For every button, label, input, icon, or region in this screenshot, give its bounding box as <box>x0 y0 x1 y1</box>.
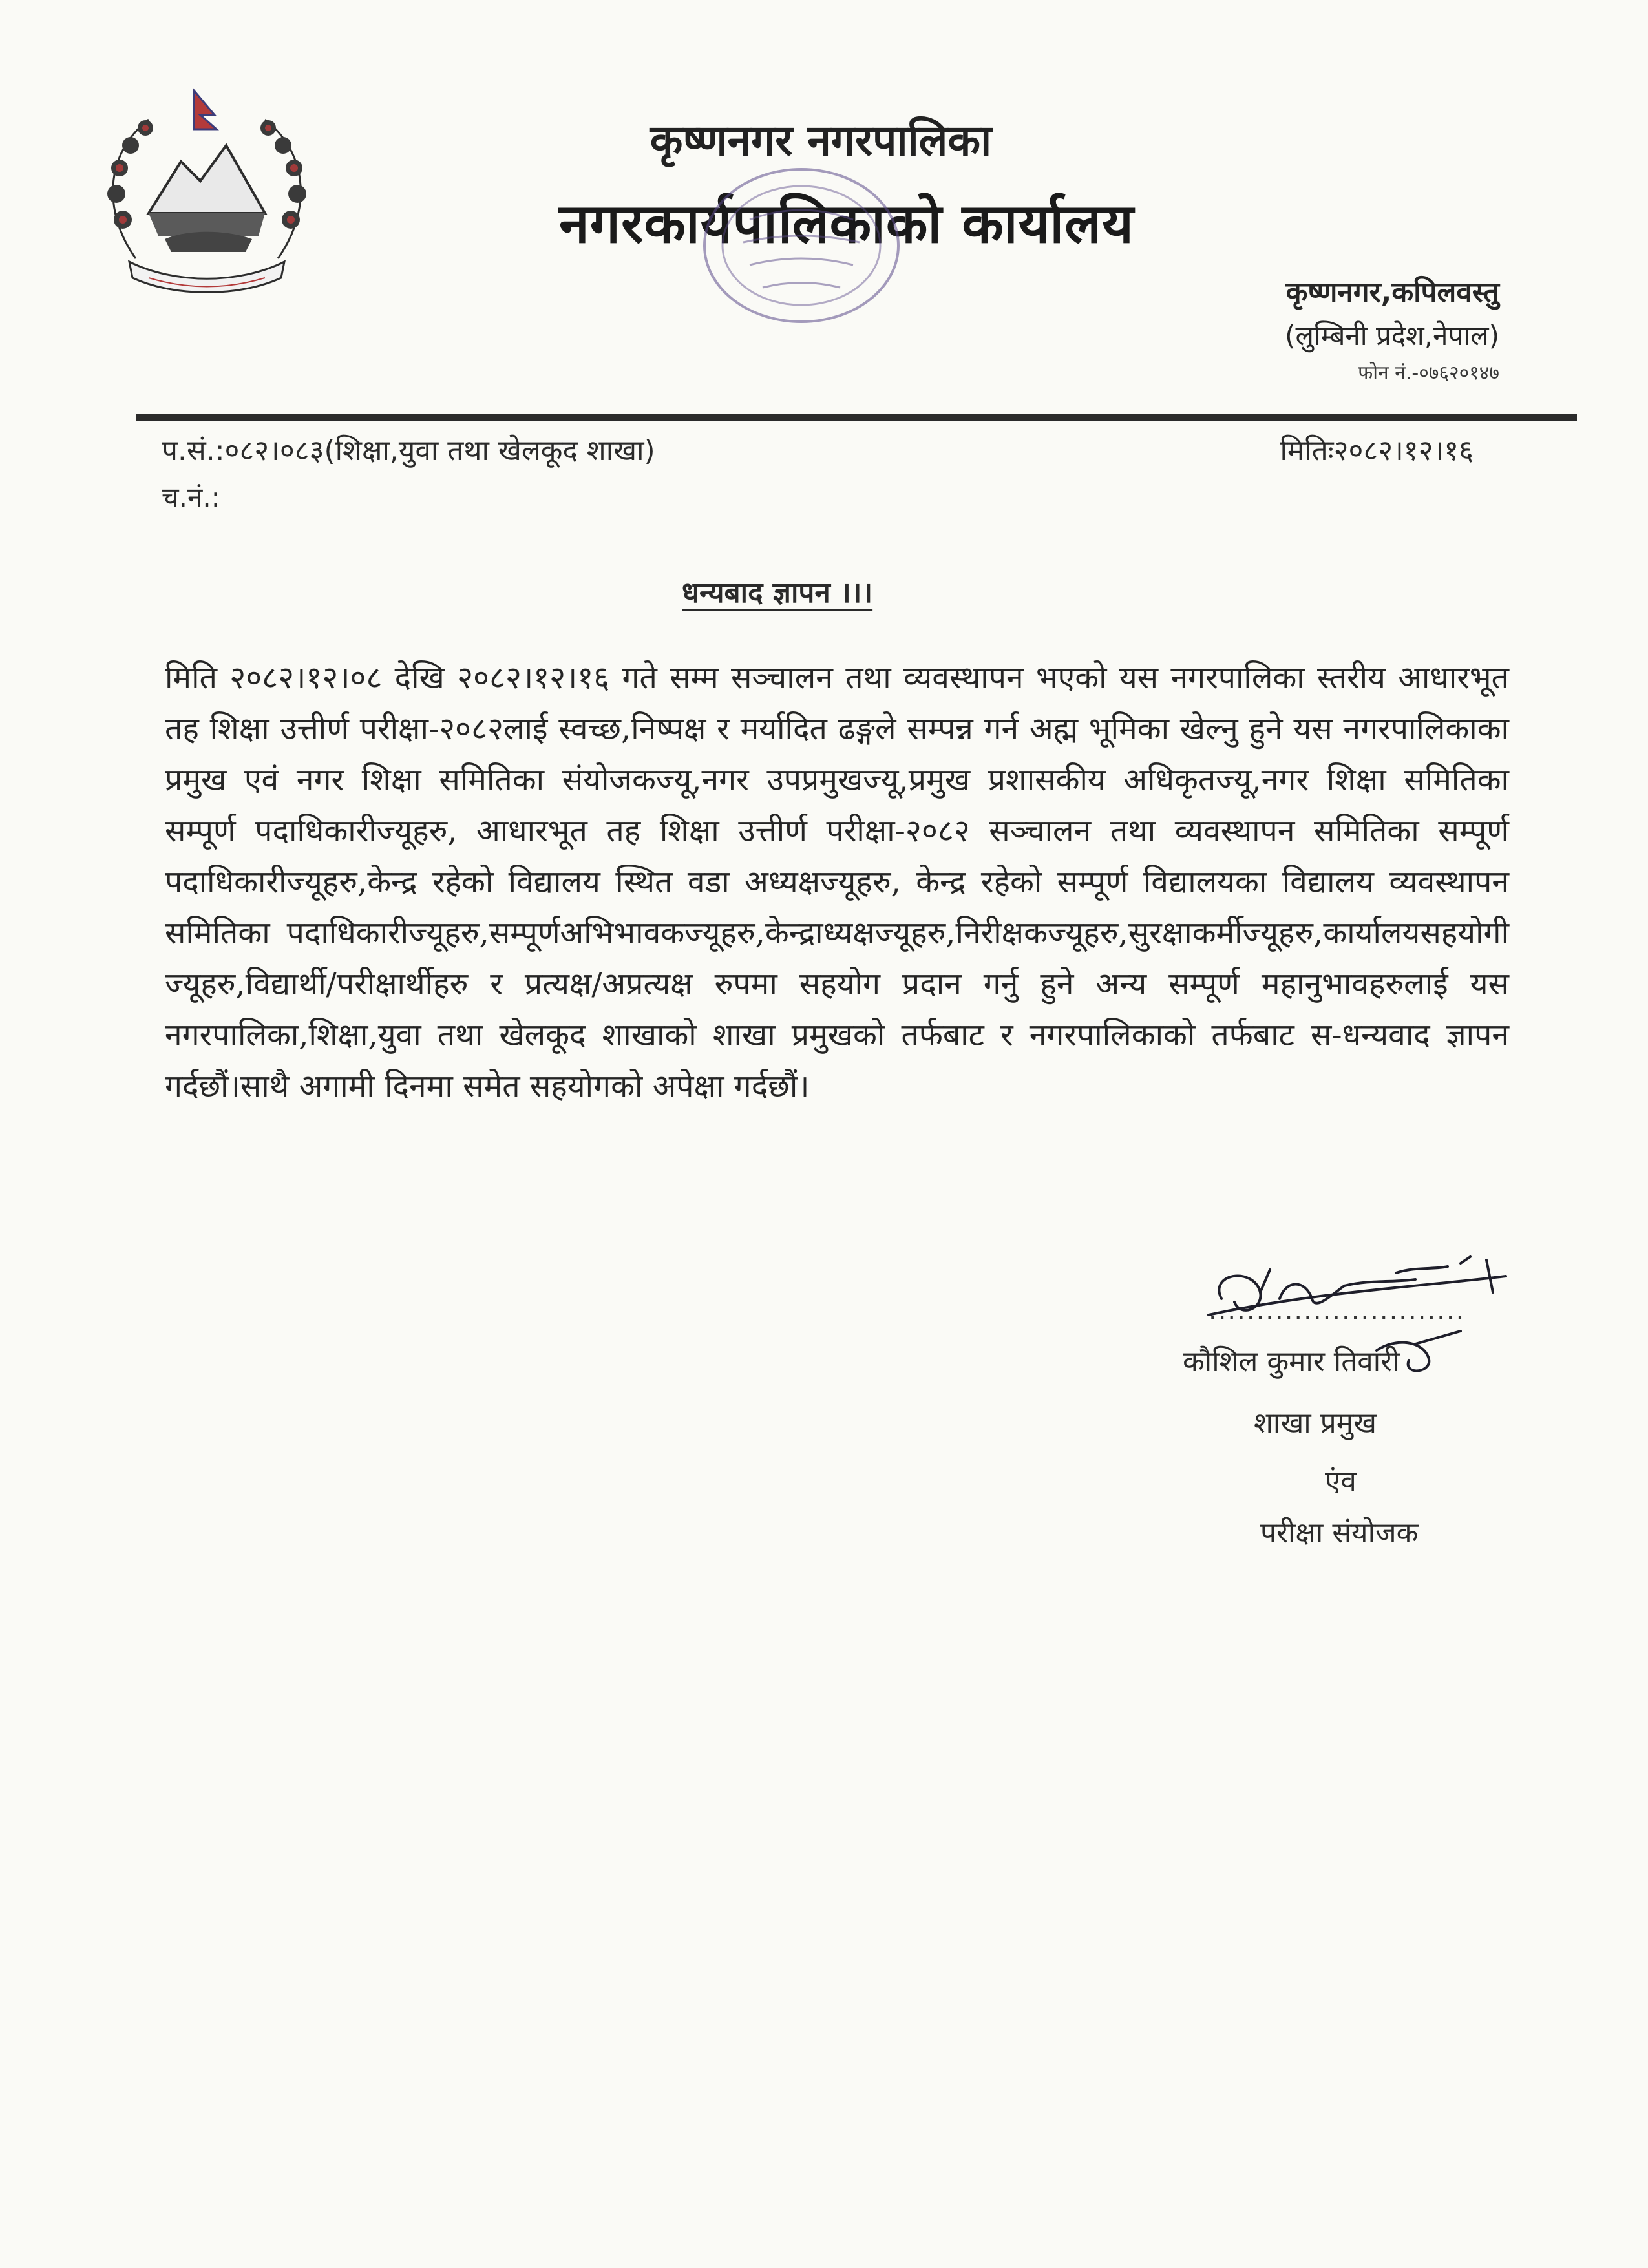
office-stamp-icon <box>692 162 911 330</box>
letter-subject: धन्यबाद ज्ञापन ।।। <box>682 576 873 609</box>
dispatch-number: च.नं.: <box>162 481 220 513</box>
signatory-role: शाखा प्रमुख <box>1254 1407 1377 1440</box>
letter-body: मिति २०८२।१२।०८ देखि २०८२।१२।१६ गते सम्म सञ्चालन तथा व्यवस्थापन भएको यस नगरपालिका स्तरीय आधारभूत तह शिक्षा उत्तीर्ण परीक्षा-२०८२लाई स्वच्छ,निष्पक्ष र मर्यादित ढङ्गले सम्पन्न गर्न अह्म भूमिका खेल्नु हुने यस नगरपालिकाका प्रमुख एवं नगर शिक्षा समितिका संयोजकज्यू,नगर उपप्रमुखज्यू,प्रमुख प्रशासकीय अधिकृतज्यू,नगर शिक्षा समितिका सम्पूर्ण पदाधिकारीज्यूहरु, आधारभूत तह शिक्षा उत्तीर्ण परीक्षा-२०८२ सञ्चालन तथा व्यवस्थापन समितिका सम्पूर्ण पदाधिकारीज्यूहरु,केन्द्र रहेको विद्यालय स्थित वडा अध्यक्षज्यूहरु, केन्द्र रहेको सम्पूर्ण विद्यालयका विद्यालय व्यवस्थापन समितिका पदाधिकारीज्यूहरु,सम्पूर्णअभिभावकज्यूहरु,केन्द्राध्यक्षज्यूहरु,निरीक्षकज्यूहरु,सुरक्षाकर्मीज्यूहरु,कार्यालयसहयोगी ज्यूहरु,विद्यार्थी/परीक्षार्थीहरु र प्रत्यक्ष/अप्रत्यक्ष रुपमा सहयोग प्रदान गर्नु हुने अन्य सम्पूर्ण महानुभावहरुलाई यस नगरपालिका,शिक्षा,युवा तथा खेलकूद शाखाको शाखा प्रमुखको तर्फबाट र नगरपालिकाको तर्फबाट स-धन्यवाद ज्ञापन गर्दछौं।साथै अगामी दिनमा समेत सहयोगको अपेक्षा गर्दछौं। <box>165 660 1509 1104</box>
letter-date: मितिः२०८२।१२।१६ <box>1280 434 1474 467</box>
header-divider <box>136 414 1577 421</box>
signature-line: ........................... <box>1209 1296 1466 1325</box>
address-city: कृष्णनगर,कपिलवस्तु <box>1285 276 1499 309</box>
signature-icon <box>1183 1254 1545 1402</box>
municipality-name: कृष्णनगर नगरपालिका <box>650 116 992 165</box>
office-title: नगरकार्यपालिकाको कार्यालय <box>559 192 1134 255</box>
address-province: (लुम्बिनी प्रदेश,नेपाल) <box>1285 320 1499 352</box>
phone-number: फोन नं.-०७६२०१४७ <box>1358 362 1499 384</box>
signatory-role-2: परीक्षा संयोजक <box>1260 1517 1419 1549</box>
reference-number: प.सं.:०८२।०८३(शिक्षा,युवा तथा खेलकूद शाखा) <box>162 434 655 467</box>
nepal-emblem-icon <box>97 84 317 297</box>
signatory-conjunction: एंव <box>1325 1465 1357 1498</box>
signatory-name: कौशिल कुमार तिवारी <box>1183 1345 1400 1378</box>
